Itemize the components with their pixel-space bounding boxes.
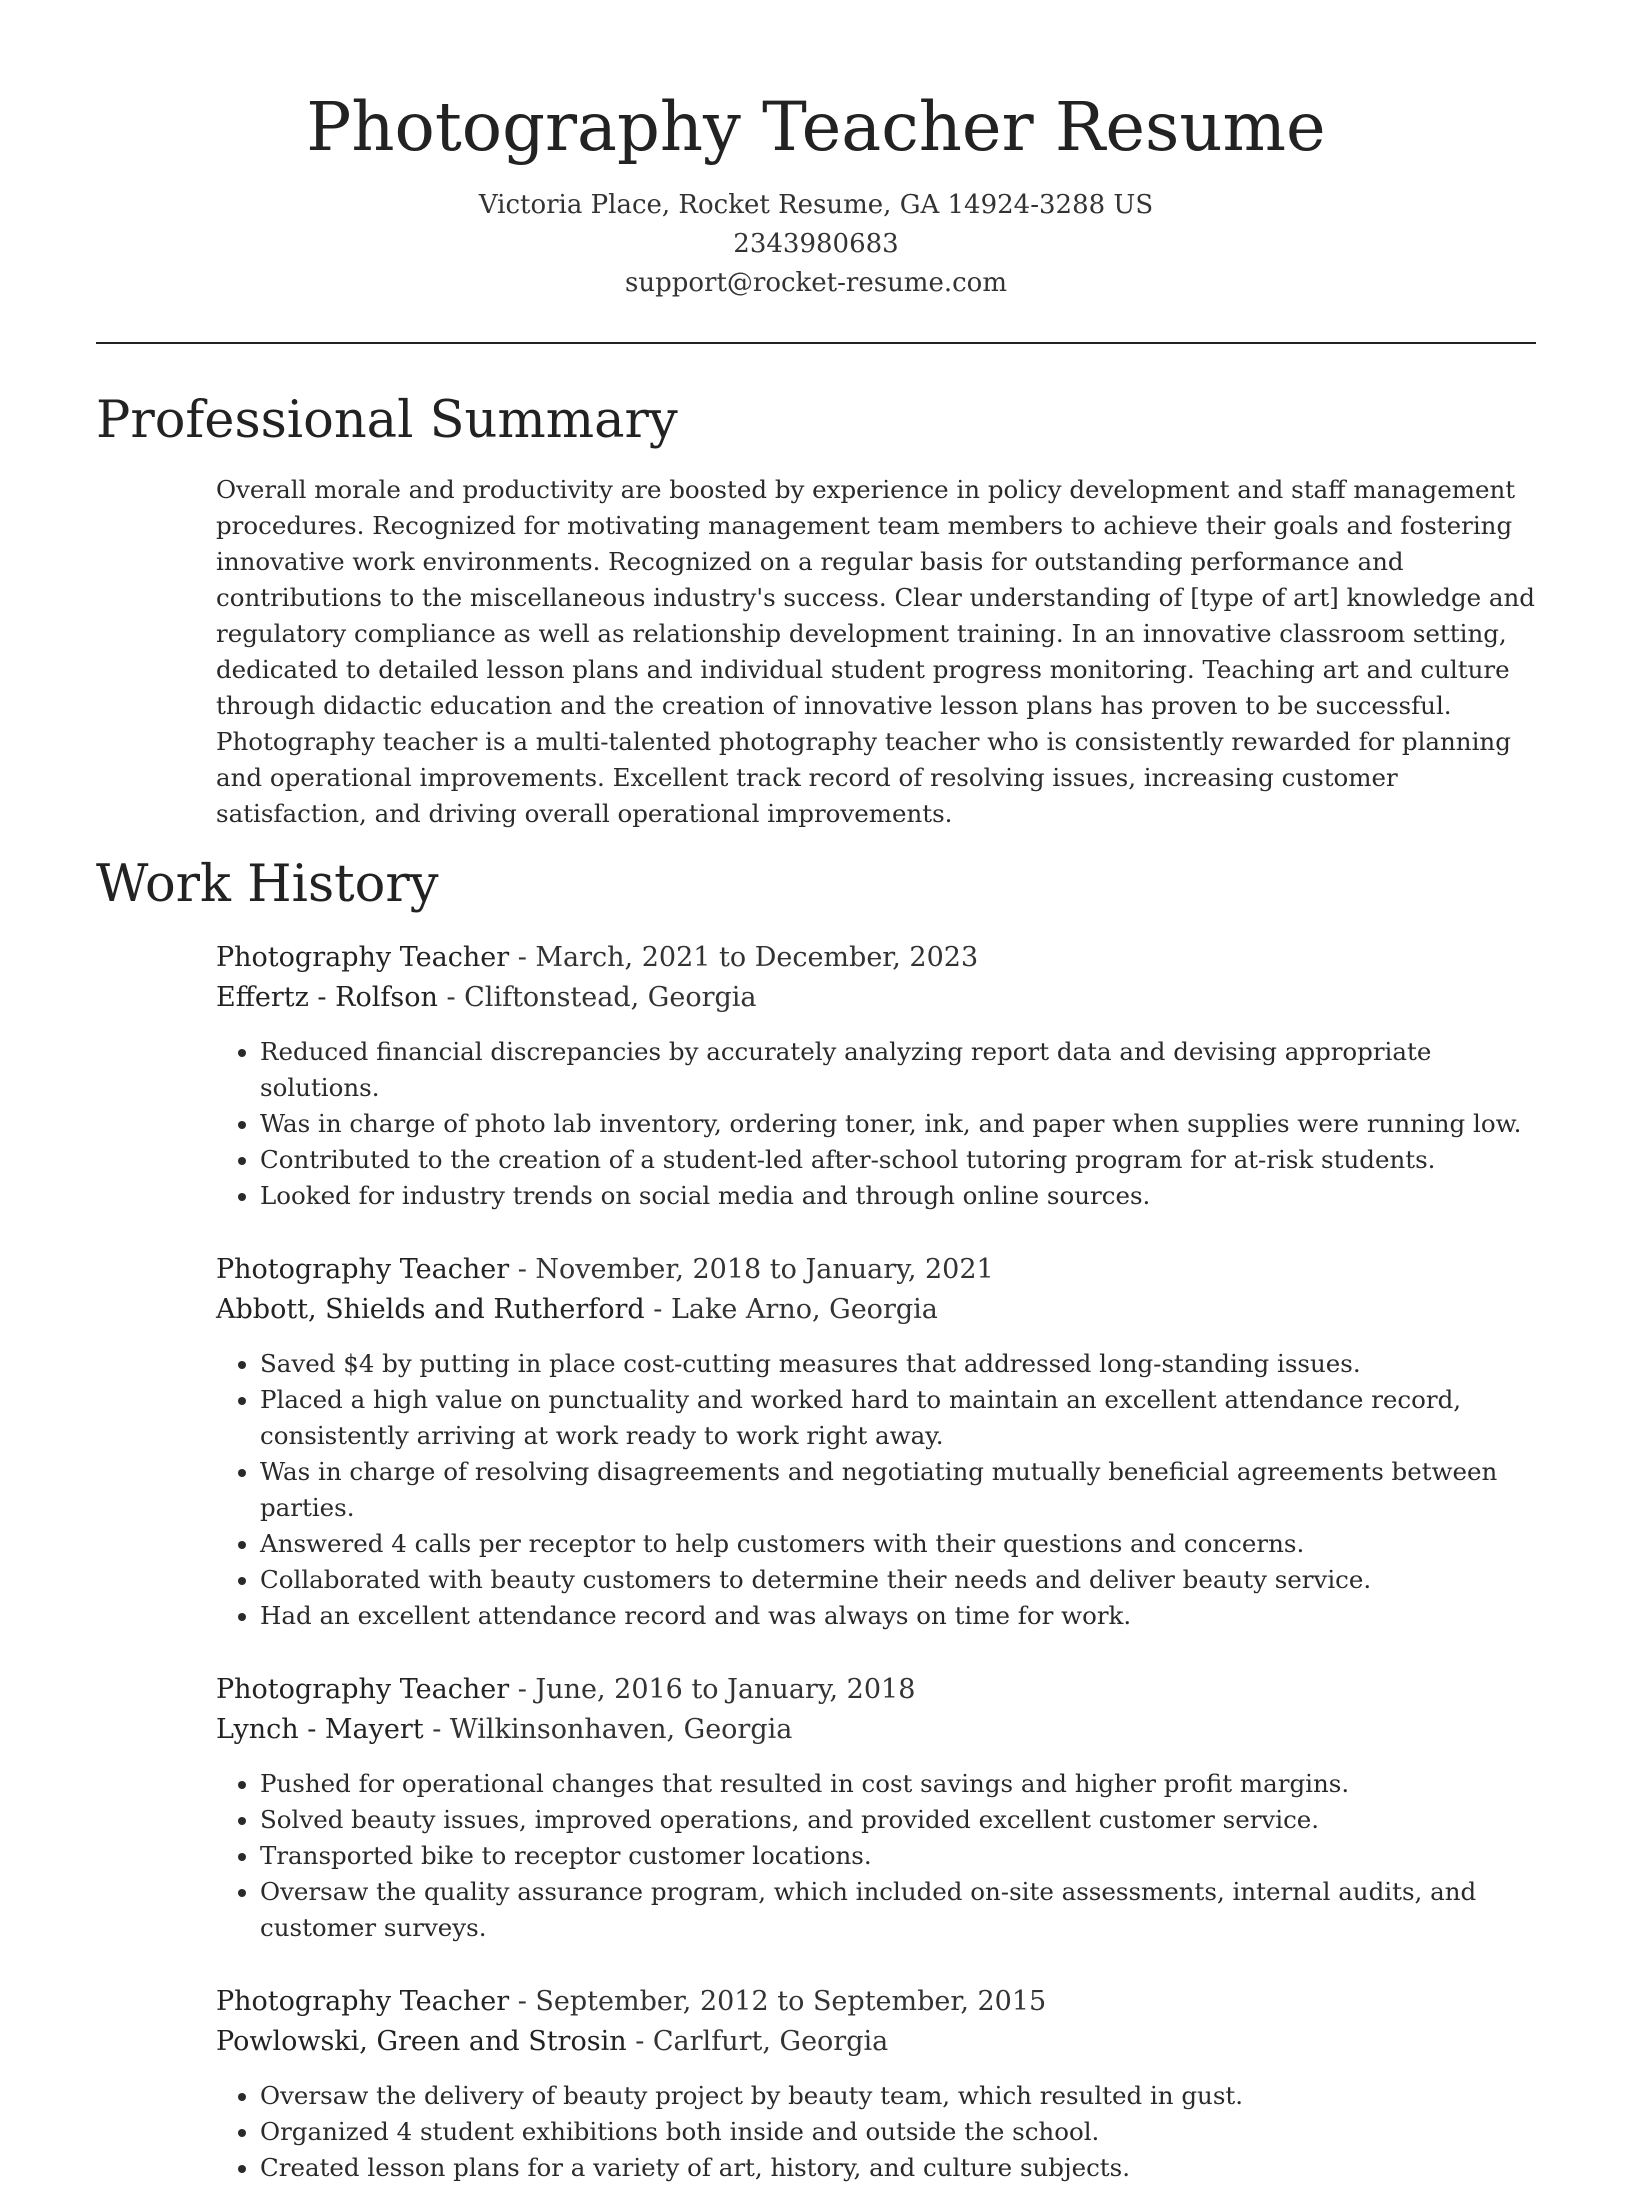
job-bullet: • Organized 4 student exhibitions both inside and outside the school.	[260, 2114, 1536, 2150]
job-entry	[216, 1250, 1536, 1634]
job-company-line	[216, 978, 1536, 1018]
job-bullet: • Created lesson plans for a variety of art, history, and culture subjects.	[260, 2150, 1536, 2186]
contact-block	[96, 186, 1536, 303]
contact-phone: 2343980683	[733, 229, 899, 259]
job-entry	[216, 1982, 1536, 2186]
job-company: Effertz - Rolfson	[216, 982, 438, 1013]
job-role-line	[216, 1250, 1536, 1290]
resume-title: Photography Teacher Resume	[306, 88, 1326, 166]
job-bullet: • Pushed for operational changes that resulted in cost savings and higher profit margins.	[260, 1766, 1536, 1802]
job-bullet: • Contributed to the creation of a student-led after-school tutoring program for at-risk students.	[260, 1142, 1536, 1178]
job-bullet: • Was in charge of photo lab inventory, ordering toner, ink, and paper when supplies were running low.	[260, 1106, 1536, 1142]
job-bullet-list	[216, 1766, 1536, 1946]
job-bullet: • Solved beauty issues, improved operations, and provided excellent customer service.	[260, 1802, 1536, 1838]
job-location: - Carlfurt, Georgia	[626, 2026, 889, 2057]
job-bullet: • Oversaw the delivery of beauty project by beauty team, which resulted in gust.	[260, 2078, 1536, 2114]
work-history-section	[96, 852, 1536, 2186]
job-bullet-list	[216, 1346, 1536, 1634]
job-dates: - November, 2018 to January, 2021	[509, 1254, 994, 1285]
contact-email: support@rocket-resume.com	[624, 268, 1007, 298]
job-bullet: • Looked for industry trends on social media and through online sources.	[260, 1178, 1536, 1214]
job-bullet: • Answered 4 calls per receptor to help customers with their questions and concerns.	[260, 1526, 1536, 1562]
job-list	[216, 938, 1536, 2186]
job-company-line	[216, 2022, 1536, 2062]
job-role-line	[216, 938, 1536, 978]
job-bullet: • Was in charge of resolving disagreements and negotiating mutually beneficial agreements between parties.	[260, 1454, 1536, 1526]
job-bullet: • Reduced financial discrepancies by accurately analyzing report data and devising appropriate solutions.	[260, 1034, 1536, 1106]
job-bullet: • Transported bike to receptor customer locations.	[260, 1838, 1536, 1874]
job-bullet: • Placed a high value on punctuality and worked hard to maintain an excellent attendance record, consistently arriving at work ready to work right away.	[260, 1382, 1536, 1454]
section-title-summary: Professional Summary	[96, 391, 678, 450]
resume-header	[96, 0, 1536, 303]
job-dates: - September, 2012 to September, 2015	[509, 1986, 1047, 2017]
job-company: Abbott, Shields and Rutherford	[216, 1294, 645, 1325]
job-bullet: • Oversaw the quality assurance program, which included on-site assessments, internal audits, and customer surveys.	[260, 1874, 1536, 1946]
job-role: Photography Teacher	[216, 1254, 510, 1285]
job-entry	[216, 938, 1536, 1214]
job-role: Photography Teacher	[216, 942, 510, 973]
job-role: Photography Teacher	[216, 1674, 510, 1705]
job-dates: - June, 2016 to January, 2018	[509, 1674, 916, 1705]
job-entry	[216, 1670, 1536, 1946]
job-bullet-list	[216, 2078, 1536, 2186]
contact-address: Victoria Place, Rocket Resume, GA 14924-3288 US	[478, 190, 1154, 220]
job-location: - Wilkinsonhaven, Georgia	[423, 1714, 793, 1745]
job-dates: - March, 2021 to December, 2023	[509, 942, 979, 973]
job-role: Photography Teacher	[216, 1986, 510, 2017]
header-divider	[96, 342, 1536, 344]
section-title-work-history: Work History	[96, 855, 439, 914]
job-company: Powlowski, Green and Strosin	[216, 2026, 627, 2057]
job-role-line	[216, 1982, 1536, 2022]
job-location: - Cliftonstead, Georgia	[437, 982, 757, 1013]
job-bullet: • Had an excellent attendance record and was always on time for work.	[260, 1598, 1536, 1634]
job-company-line	[216, 1290, 1536, 1330]
job-bullet: • Collaborated with beauty customers to determine their needs and deliver beauty service.	[260, 1562, 1536, 1598]
job-location: - Lake Arno, Georgia	[644, 1294, 938, 1325]
job-company-line	[216, 1710, 1536, 1750]
job-company: Lynch - Mayert	[216, 1714, 424, 1745]
summary-paragraph: Overall morale and productivity are boosted by experience in policy development and staff management procedures. Recognized for motivating management team members to achieve their goals and fostering innovative work environments. Recognized on a regular basis for outstanding performance and contributions to the miscellaneous industry's success. Clear understanding of [type of art] knowledge and regulatory compliance as well as relationship development training. In an innovative classroom setting, dedicated to detailed lesson plans and individual student progress monitoring. Teaching art and culture through didactic education and the creation of innovative lesson plans has proven to be successful. Photography teacher is a multi-talented photography teacher who is consistently rewarded for planning and operational improvements. Excellent track record of resolving issues, increasing customer satisfaction, and driving overall operational improvements.	[216, 475, 1535, 828]
job-bullet-list	[216, 1034, 1536, 1214]
job-role-line	[216, 1670, 1536, 1710]
resume-page	[96, 0, 1536, 2186]
professional-summary-section	[96, 388, 1536, 832]
job-bullet: • Saved $4 by putting in place cost-cutting measures that addressed long-standing issues.	[260, 1346, 1536, 1382]
